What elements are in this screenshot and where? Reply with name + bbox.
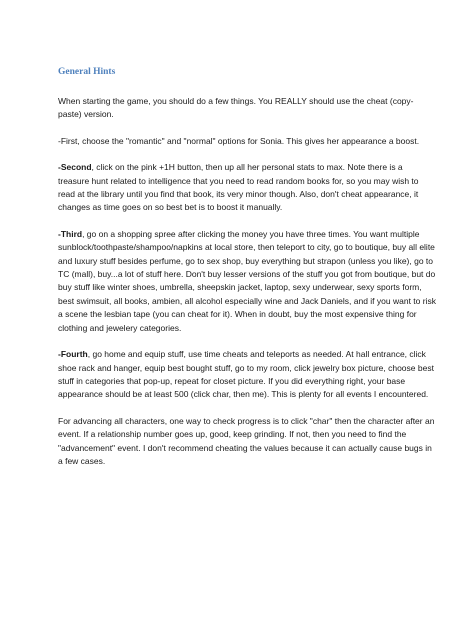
document-body	[58, 66, 436, 481]
paragraph-text: For advancing all characters, one way to check progress is to click "char" then the character after an event. If a relationship number goes up, good, keep grinding. If not, then you need to find the "advancement" event. I don't recommend cheating the values because it can actually cause bugs in a few cases.	[58, 415, 435, 466]
paragraph-first	[58, 135, 436, 148]
paragraph-intro	[58, 95, 436, 122]
paragraph-second	[58, 161, 436, 215]
paragraph-text: -First, choose the "romantic" and "normal" options for Sonia. This gives her appearance a boost.	[58, 135, 420, 146]
paragraph-text: , go on a shopping spree after clicking the money you have three times. You want multiple sunblock/toothpaste/shampoo/napkins at local store, then teleport to city, go to boutique, buy all elite and luxury stuff besides perfume, go to sex shop, buy everything but strapon (unless you like), go to TC (mall), buy...a lot of stuff here. Don't buy lesser versions of the stuff you got from boutique, but do buy stuff like winter shoes, umbrella, sheepskin jacket, laptop, sexy underwear, sexy sports form, best swimsuit, all books, ambien, all alcohol especially wine and Jack Daniels, and if you want to risk a scene the lesbian tape (you can cheat for it). When in doubt, buy the most expensive thing for clothing and jewelery categories.	[58, 228, 436, 333]
paragraph-lead: -Second	[58, 162, 92, 173]
paragraph-text: When starting the game, you should do a few things. You REALLY should use the cheat (copy-paste) version.	[58, 96, 414, 120]
paragraph-text: , go home and equip stuff, use time cheats and teleports as needed. At hall entrance, click shoe rack and hanger, equip best bought stuff, go to my room, click jewelry box picture, choose best stuff in categories that pop-up, repeat for closet picture. If you did everything right, your base appearance should be at least 500 (click char, then me). This is plenty for all events I encountered.	[58, 349, 434, 400]
paragraph-advancing	[58, 415, 436, 469]
paragraph-third	[58, 228, 436, 335]
paragraph-lead: -Fourth	[58, 349, 88, 360]
section-heading: General Hints	[58, 67, 116, 77]
paragraph-lead: -Third	[58, 228, 83, 239]
paragraph-text: , click on the pink +1H button, then up all her personal stats to max. Note there is a treasure hunt related to intelligence that you need to read random books for, so you may wish to read at the library until you find that book, its very minor though. Also, don't cheat appearance, it changes as time goes on so best bet is to boost it manually.	[58, 162, 419, 213]
paragraph-fourth	[58, 348, 436, 402]
